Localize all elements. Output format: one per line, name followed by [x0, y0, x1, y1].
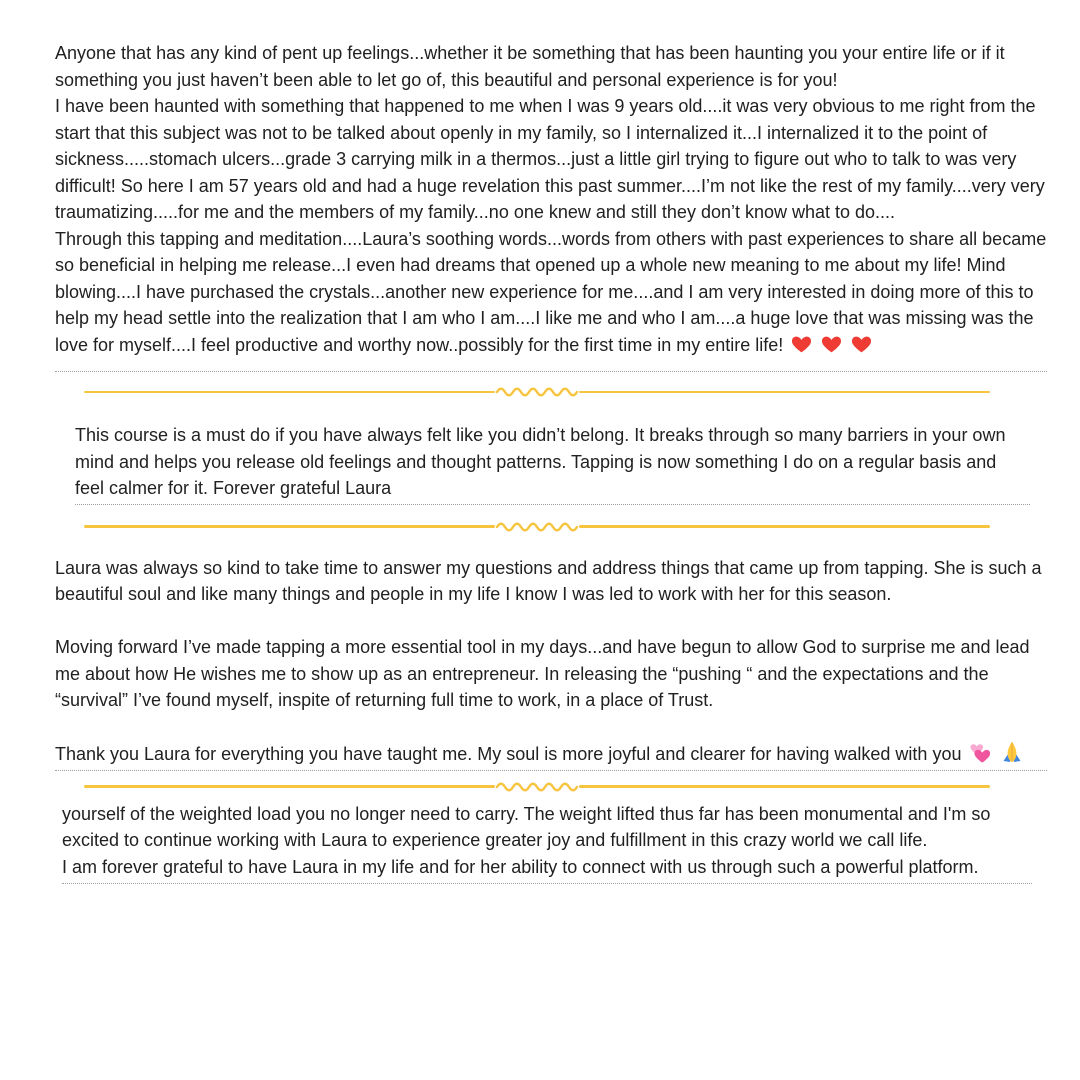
testimonial-4-paragraph-2: I am forever grateful to have Laura in my life and for her ability to connect with us through such a powerful platform. [62, 856, 979, 877]
divider-line-right [579, 785, 990, 788]
squiggle-divider-2 [84, 519, 990, 535]
squiggle-icon [495, 779, 579, 795]
testimonial-3-paragraph-2: Moving forward I’ve made tapping a more essential tool in my days...and have begun to allow God to surprise me and lead me about how He wishes me to show up as an entrepreneur. In releasing the “pushing “ and the expectations and the “survival” I’ve found myself, inspite of returning full time to work, in a place of Trust. [55, 637, 1030, 710]
divider-line-right [579, 525, 990, 528]
divider-line-right [579, 391, 990, 394]
testimonial-1-paragraph-3 [55, 226, 1047, 359]
squiggle-divider-3 [84, 779, 990, 795]
testimonial-1 [55, 0, 1047, 372]
testimonial-1-paragraph-3-text: Through this tapping and meditation....Laura’s soothing words...words from others with past experiences to share all became so beneficial in helping me release...I even had dreams that opened up a whole new meaning to me about my life! Mind blowing....I have purchased the crystals...another new experience for me....and I am very interested in doing more of this to help my head settle into the realization that I am who I am....I like me and who I am....a huge love that was missing was the love for myself....I feel productive and worthy now..possibly for the first time in my entire life! [55, 228, 1047, 355]
red-heart-icon [820, 333, 843, 355]
testimonial-4 [62, 797, 1032, 885]
testimonial-3-paragraph-1: Laura was always so kind to take time to answer my questions and address things that came up from tapping. She is such a beautiful soul and like many things and people in my life I know I was led to work with her for this season. [55, 557, 1042, 604]
testimonial-1-paragraph-1: Anyone that has any kind of pent up feelings...whether it be something that has been haunting you your entire life or if it something you just haven’t been able to let go of, this beautiful and personal experience is for you! [55, 43, 1005, 90]
red-heart-icon [850, 333, 873, 355]
squiggle-icon [495, 519, 579, 535]
squiggle-icon [495, 384, 579, 400]
divider-line-left [84, 525, 495, 528]
gratitude-emoji-row [966, 744, 1023, 764]
testimonial-3 [55, 547, 1047, 771]
testimonial-3-paragraph-3 [55, 740, 1047, 768]
red-hearts-row [788, 335, 873, 355]
testimonial-4-paragraph-1: yourself of the weighted load you no longer need to carry. The weight lifted thus far has been monumental and I'm so excited to continue working with Laura to experience greater joy and fulfillment in this crazy world we call life. [62, 803, 991, 850]
divider-line-left [84, 785, 495, 788]
testimonial-1-paragraph-2: I have been haunted with something that happened to me when I was 9 years old....it was very obvious to me right from the start that this subject was not to be talked about openly in my family, so I internalized it...I internalized it to the point of sickness.....stomach ulcers...grade 3 carrying milk in a thermos...just a little girl trying to figure out who to talk to was very difficult! So here I am 57 years old and had a huge revelation this past summer....I’m not like the rest of my family....very very traumatizing.....for me and the members of my family...no one knew and still they don’t know what to do.... [55, 96, 1045, 222]
testimonial-2-paragraph-1: This course is a must do if you have always felt like you didn’t belong. It breaks through so many barriers in your own mind and helps you release old feelings and thought patterns. Tapping is now something I do on a regular basis and feel calmer for it. Forever grateful Laura [75, 425, 1006, 498]
squiggle-divider-1 [84, 384, 990, 400]
two-hearts-icon [968, 742, 992, 764]
folded-hands-icon [1000, 740, 1024, 764]
red-heart-icon [790, 333, 813, 355]
divider-line-left [84, 391, 495, 394]
testimonial-2 [75, 412, 1030, 505]
testimonial-3-paragraph-3-text: Thank you Laura for everything you have taught me. My soul is more joyful and clearer for having walked with you [55, 744, 962, 764]
